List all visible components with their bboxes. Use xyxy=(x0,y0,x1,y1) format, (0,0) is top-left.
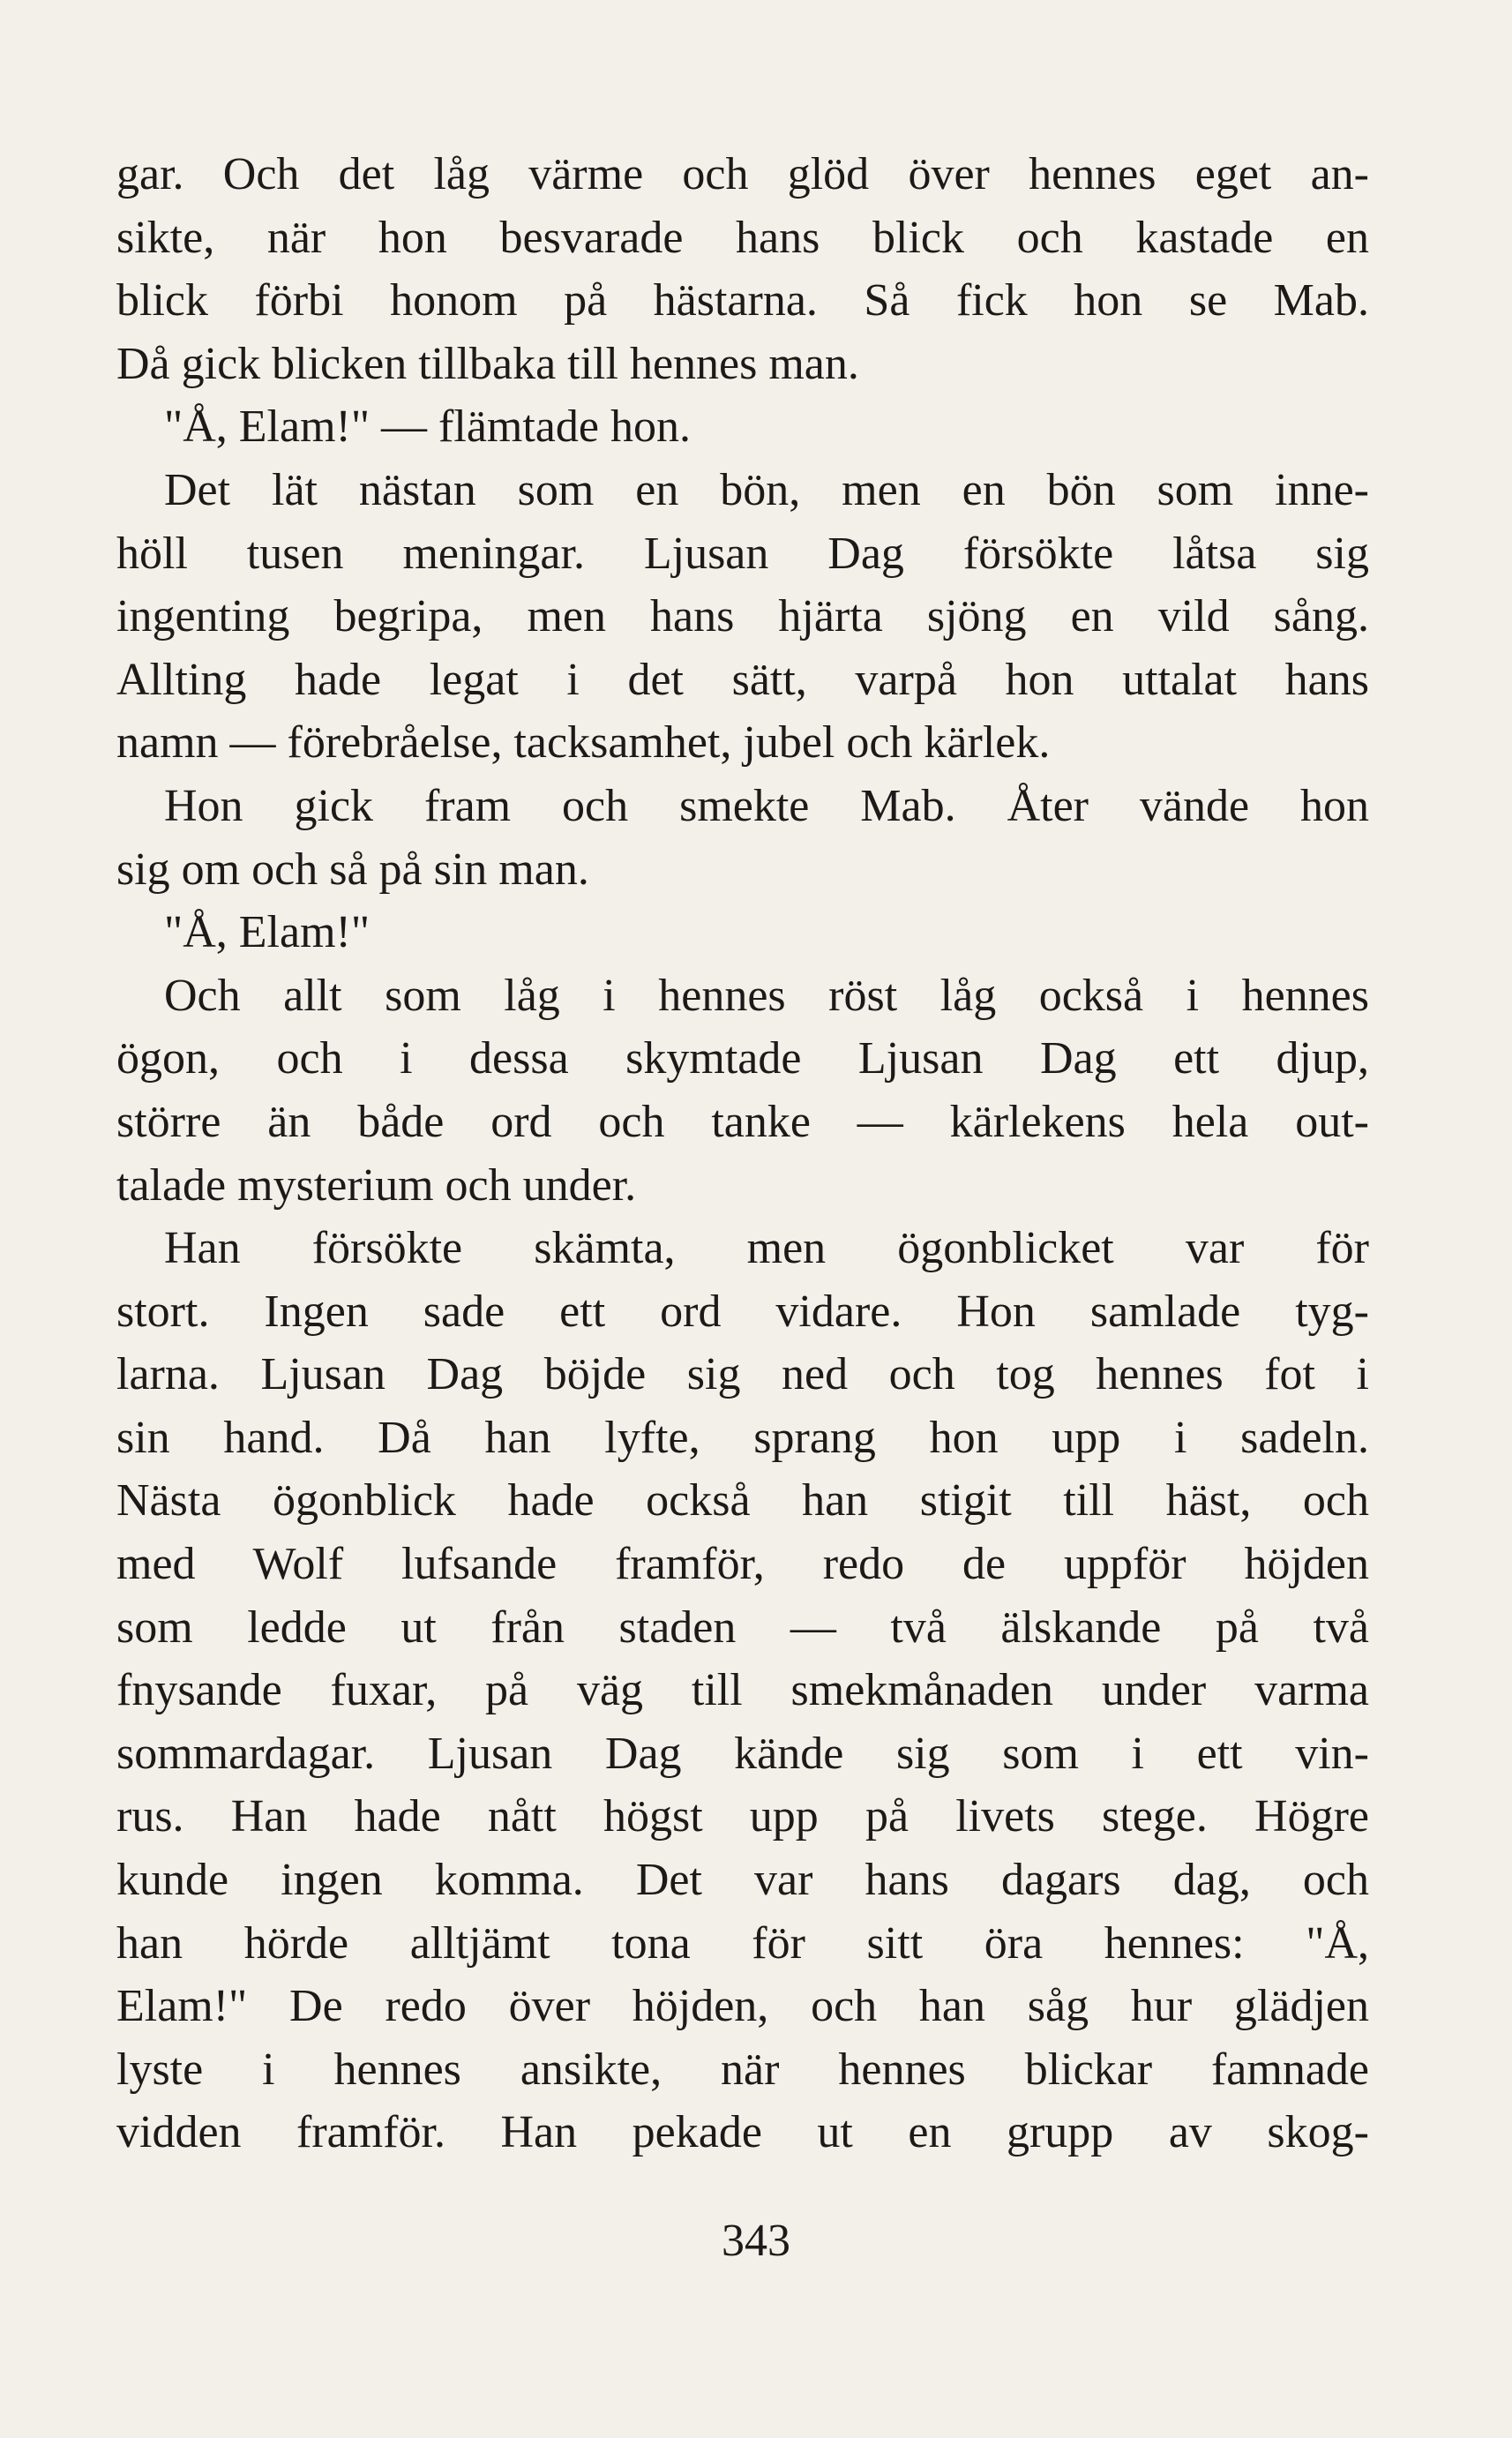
text-line: Då gick blicken tillbaka till hennes man. xyxy=(116,338,859,389)
text-line: han hörde alltjämt tona för sitt öra hennes: "Å, xyxy=(116,1917,1369,1969)
body-text xyxy=(116,143,1369,2164)
text-line: kunde ingen komma. Det var hans dagars dag, och xyxy=(116,1855,1369,1906)
text-line: vidden framför. Han pekade ut en grupp av skog- xyxy=(116,2107,1369,2158)
text-line: blick förbi honom på hästarna. Så fick hon se Mab. xyxy=(116,275,1369,326)
text-line: Det lät nästan som en bön, men en bön som inne- xyxy=(164,464,1369,515)
text-line: larna. Ljusan Dag böjde sig ned och tog hennes fot i xyxy=(116,1349,1369,1400)
text-line: ingenting begripa, men hans hjärta sjöng en vild sång. xyxy=(116,591,1369,642)
text-line: sig om och så på sin man. xyxy=(116,844,589,895)
text-line: "Å, Elam!" xyxy=(164,907,371,958)
text-line: stort. Ingen sade ett ord vidare. Hon samlade tyg- xyxy=(116,1286,1369,1337)
text-line: höll tusen meningar. Ljusan Dag försökte låtsa sig xyxy=(116,528,1369,579)
text-line: sommardagar. Ljusan Dag kände sig som i ett vin- xyxy=(116,1728,1369,1779)
text-line: namn — förebråelse, tacksamhet, jubel och kärlek. xyxy=(116,717,1051,769)
text-line: ögon, och i dessa skymtade Ljusan Dag ett djup, xyxy=(116,1033,1369,1084)
text-line: rus. Han hade nått högst upp på livets stege. Högre xyxy=(116,1791,1369,1842)
text-line: lyste i hennes ansikte, när hennes blickar famnade xyxy=(116,2044,1369,2095)
text-line: som ledde ut från staden — två älskande på två xyxy=(116,1602,1369,1653)
text-line: talade mysterium och under. xyxy=(116,1159,637,1211)
text-line: fnysande fuxar, på väg till smekmånaden under varma xyxy=(116,1665,1369,1716)
text-line: Han försökte skämta, men ögonblicket var för xyxy=(164,1223,1369,1274)
text-line: Nästa ögonblick hade också han stigit till häst, och xyxy=(116,1475,1369,1527)
text-line: sikte, när hon besvarade hans blick och kastade en xyxy=(116,212,1369,263)
page-number: 343 xyxy=(722,2216,790,2266)
text-line: Elam!" De redo över höjden, och han såg hur glädjen xyxy=(116,1981,1369,2032)
text-line: Och allt som låg i hennes röst låg också i hennes xyxy=(164,970,1369,1021)
text-line: med Wolf lufsande framför, redo de uppför höjden xyxy=(116,1539,1369,1590)
text-line: sin hand. Då han lyfte, sprang hon upp i sadeln. xyxy=(116,1412,1369,1463)
text-line: gar. Och det låg värme och glöd över hennes eget an- xyxy=(116,149,1369,199)
text-line: Allting hade legat i det sätt, varpå hon uttalat hans xyxy=(116,654,1369,705)
text-line: större än både ord och tanke — kärlekens hela out- xyxy=(116,1096,1369,1147)
text-line: "Å, Elam!" — flämtade hon. xyxy=(164,401,691,453)
text-line: Hon gick fram och smekte Mab. Åter vände hon xyxy=(164,780,1369,831)
